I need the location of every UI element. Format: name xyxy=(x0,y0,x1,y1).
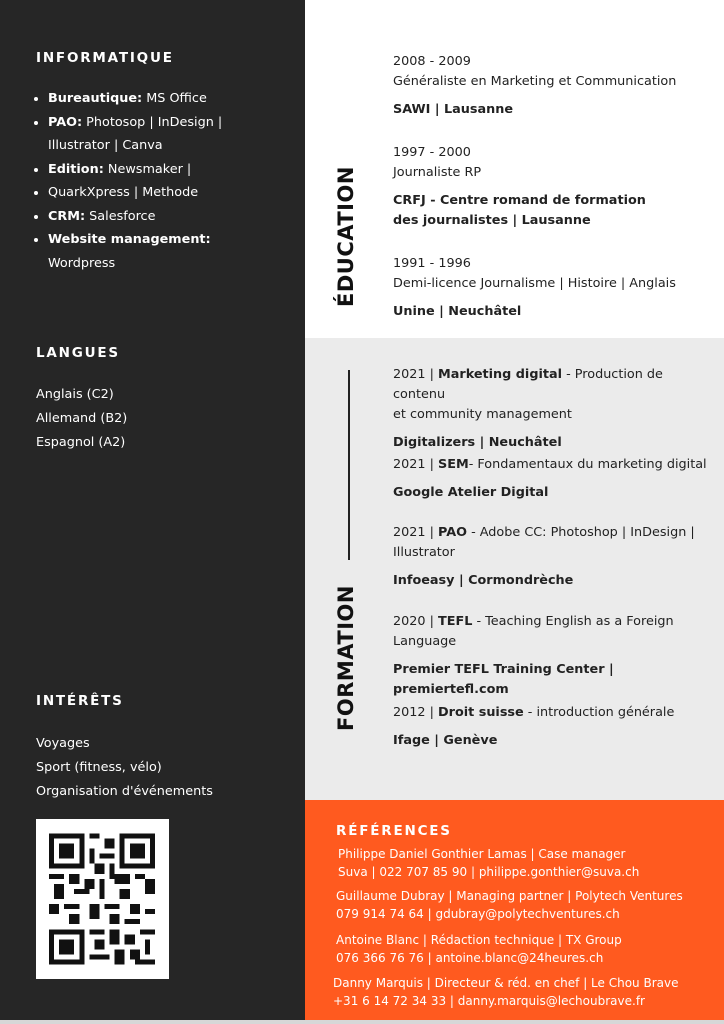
bottom-border xyxy=(0,1020,724,1024)
reference-contact: +31 6 14 72 34 33 | danny.marquis@lechoubrave.fr xyxy=(333,994,645,1008)
entry-years: 1991 - 1996 xyxy=(393,256,471,271)
reference-item xyxy=(336,931,622,967)
list-item: Organisation d'événements xyxy=(36,784,213,799)
entry-org: Infoeasy | Cormondrèche xyxy=(393,573,574,588)
reference-name: Philippe Daniel Gonthier Lamas | Case manager xyxy=(338,847,626,861)
entry-desc: Généraliste en Marketing et Communication xyxy=(393,74,677,89)
reference-contact: Suva | 022 707 85 90 | philippe.gonthier@suva.ch xyxy=(338,865,640,879)
formation-title: FORMATION xyxy=(334,585,358,731)
formation-entry xyxy=(393,455,713,503)
reference-name: Guillaume Dubray | Managing partner | Polytech Ventures xyxy=(336,889,683,903)
divider xyxy=(348,370,350,560)
list-item: Anglais (C2) xyxy=(36,387,114,402)
list-item: • Bureautique: MS Office xyxy=(48,87,318,111)
formation-entry xyxy=(393,523,713,591)
formation-entry xyxy=(393,365,713,453)
reference-item xyxy=(336,887,683,923)
reference-item xyxy=(333,974,678,1010)
langues-list xyxy=(36,383,127,455)
entry-desc: 2021 | Marketing digital - Production de contenu xyxy=(393,367,663,402)
entry-org: SAWI | Lausanne xyxy=(393,102,514,117)
reference-contact: 079 914 74 64 | gdubray@polytechventures.ch xyxy=(336,907,620,921)
entry-desc: 2012 | Droit suisse - introduction générale xyxy=(393,705,675,720)
education-entry xyxy=(393,52,713,120)
reference-name: Antoine Blanc | Rédaction technique | TX Group xyxy=(336,933,622,947)
list-item: • Website management: xyxy=(48,228,318,252)
sidebar xyxy=(0,0,305,1024)
formation-entry xyxy=(393,612,713,700)
entry-desc-line2: Language xyxy=(393,634,457,649)
education-entry xyxy=(393,254,713,322)
list-item: Espagnol (A2) xyxy=(36,435,126,450)
entry-org: Unine | Neuchâtel xyxy=(393,304,522,319)
education-entry xyxy=(393,143,713,231)
qr-code xyxy=(36,819,169,979)
informatique-list xyxy=(30,87,318,275)
informatique-heading: INFORMATIQUE xyxy=(36,50,174,66)
entry-org: Premier TEFL Training Center | premiertefl.com xyxy=(393,662,614,697)
entry-desc: Journaliste RP xyxy=(393,165,482,180)
qr-code-icon xyxy=(49,833,155,965)
entry-desc: 2021 | PAO - Adobe CC: Photoshop | InDesign | xyxy=(393,525,695,540)
entry-org: CRFJ - Centre romand de formation des journalistes | Lausanne xyxy=(393,193,646,228)
reference-contact: 076 366 76 76 | antoine.blanc@24heures.ch xyxy=(336,951,604,965)
langues-heading: LANGUES xyxy=(36,345,120,361)
entry-org: Google Atelier Digital xyxy=(393,485,549,500)
entry-desc-line2: et community management xyxy=(393,407,572,422)
entry-years: 2008 - 2009 xyxy=(393,54,471,69)
list-item: Wordpress xyxy=(48,255,116,271)
list-item: Allemand (B2) xyxy=(36,411,128,426)
entry-desc: 2021 | SEM- Fondamentaux du marketing digital xyxy=(393,457,707,472)
education-title: ÉDUCATION xyxy=(334,166,358,307)
reference-name: Danny Marquis | Directeur & réd. en chef | Le Chou Brave xyxy=(333,976,679,990)
list-item: Illustrator | Canva xyxy=(48,138,163,153)
formation-entry xyxy=(393,703,713,751)
reference-item xyxy=(338,845,639,881)
entry-desc: 2020 | TEFL - Teaching English as a Foreign xyxy=(393,614,674,629)
entry-org: Digitalizers | Neuchâtel xyxy=(393,435,562,450)
interets-list xyxy=(36,732,213,804)
entry-desc-line2: Illustrator xyxy=(393,545,455,560)
list-item: • PAO: Photosop | InDesign | xyxy=(48,111,318,135)
list-item: • CRM: Salesforce xyxy=(48,205,318,229)
interets-heading: INTÉRÊTS xyxy=(36,693,124,709)
entry-years: 1997 - 2000 xyxy=(393,145,471,160)
entry-org: Ifage | Genève xyxy=(393,733,498,748)
entry-desc: Demi-licence Journalisme | Histoire | Anglais xyxy=(393,276,676,291)
list-item: Sport (fitness, vélo) xyxy=(36,760,162,775)
list-item: • QuarkXpress | Methode xyxy=(48,181,318,205)
references-heading: RÉFÉRENCES xyxy=(336,823,452,839)
list-item: • Edition: Newsmaker | xyxy=(48,158,318,182)
list-item: Voyages xyxy=(36,736,90,751)
